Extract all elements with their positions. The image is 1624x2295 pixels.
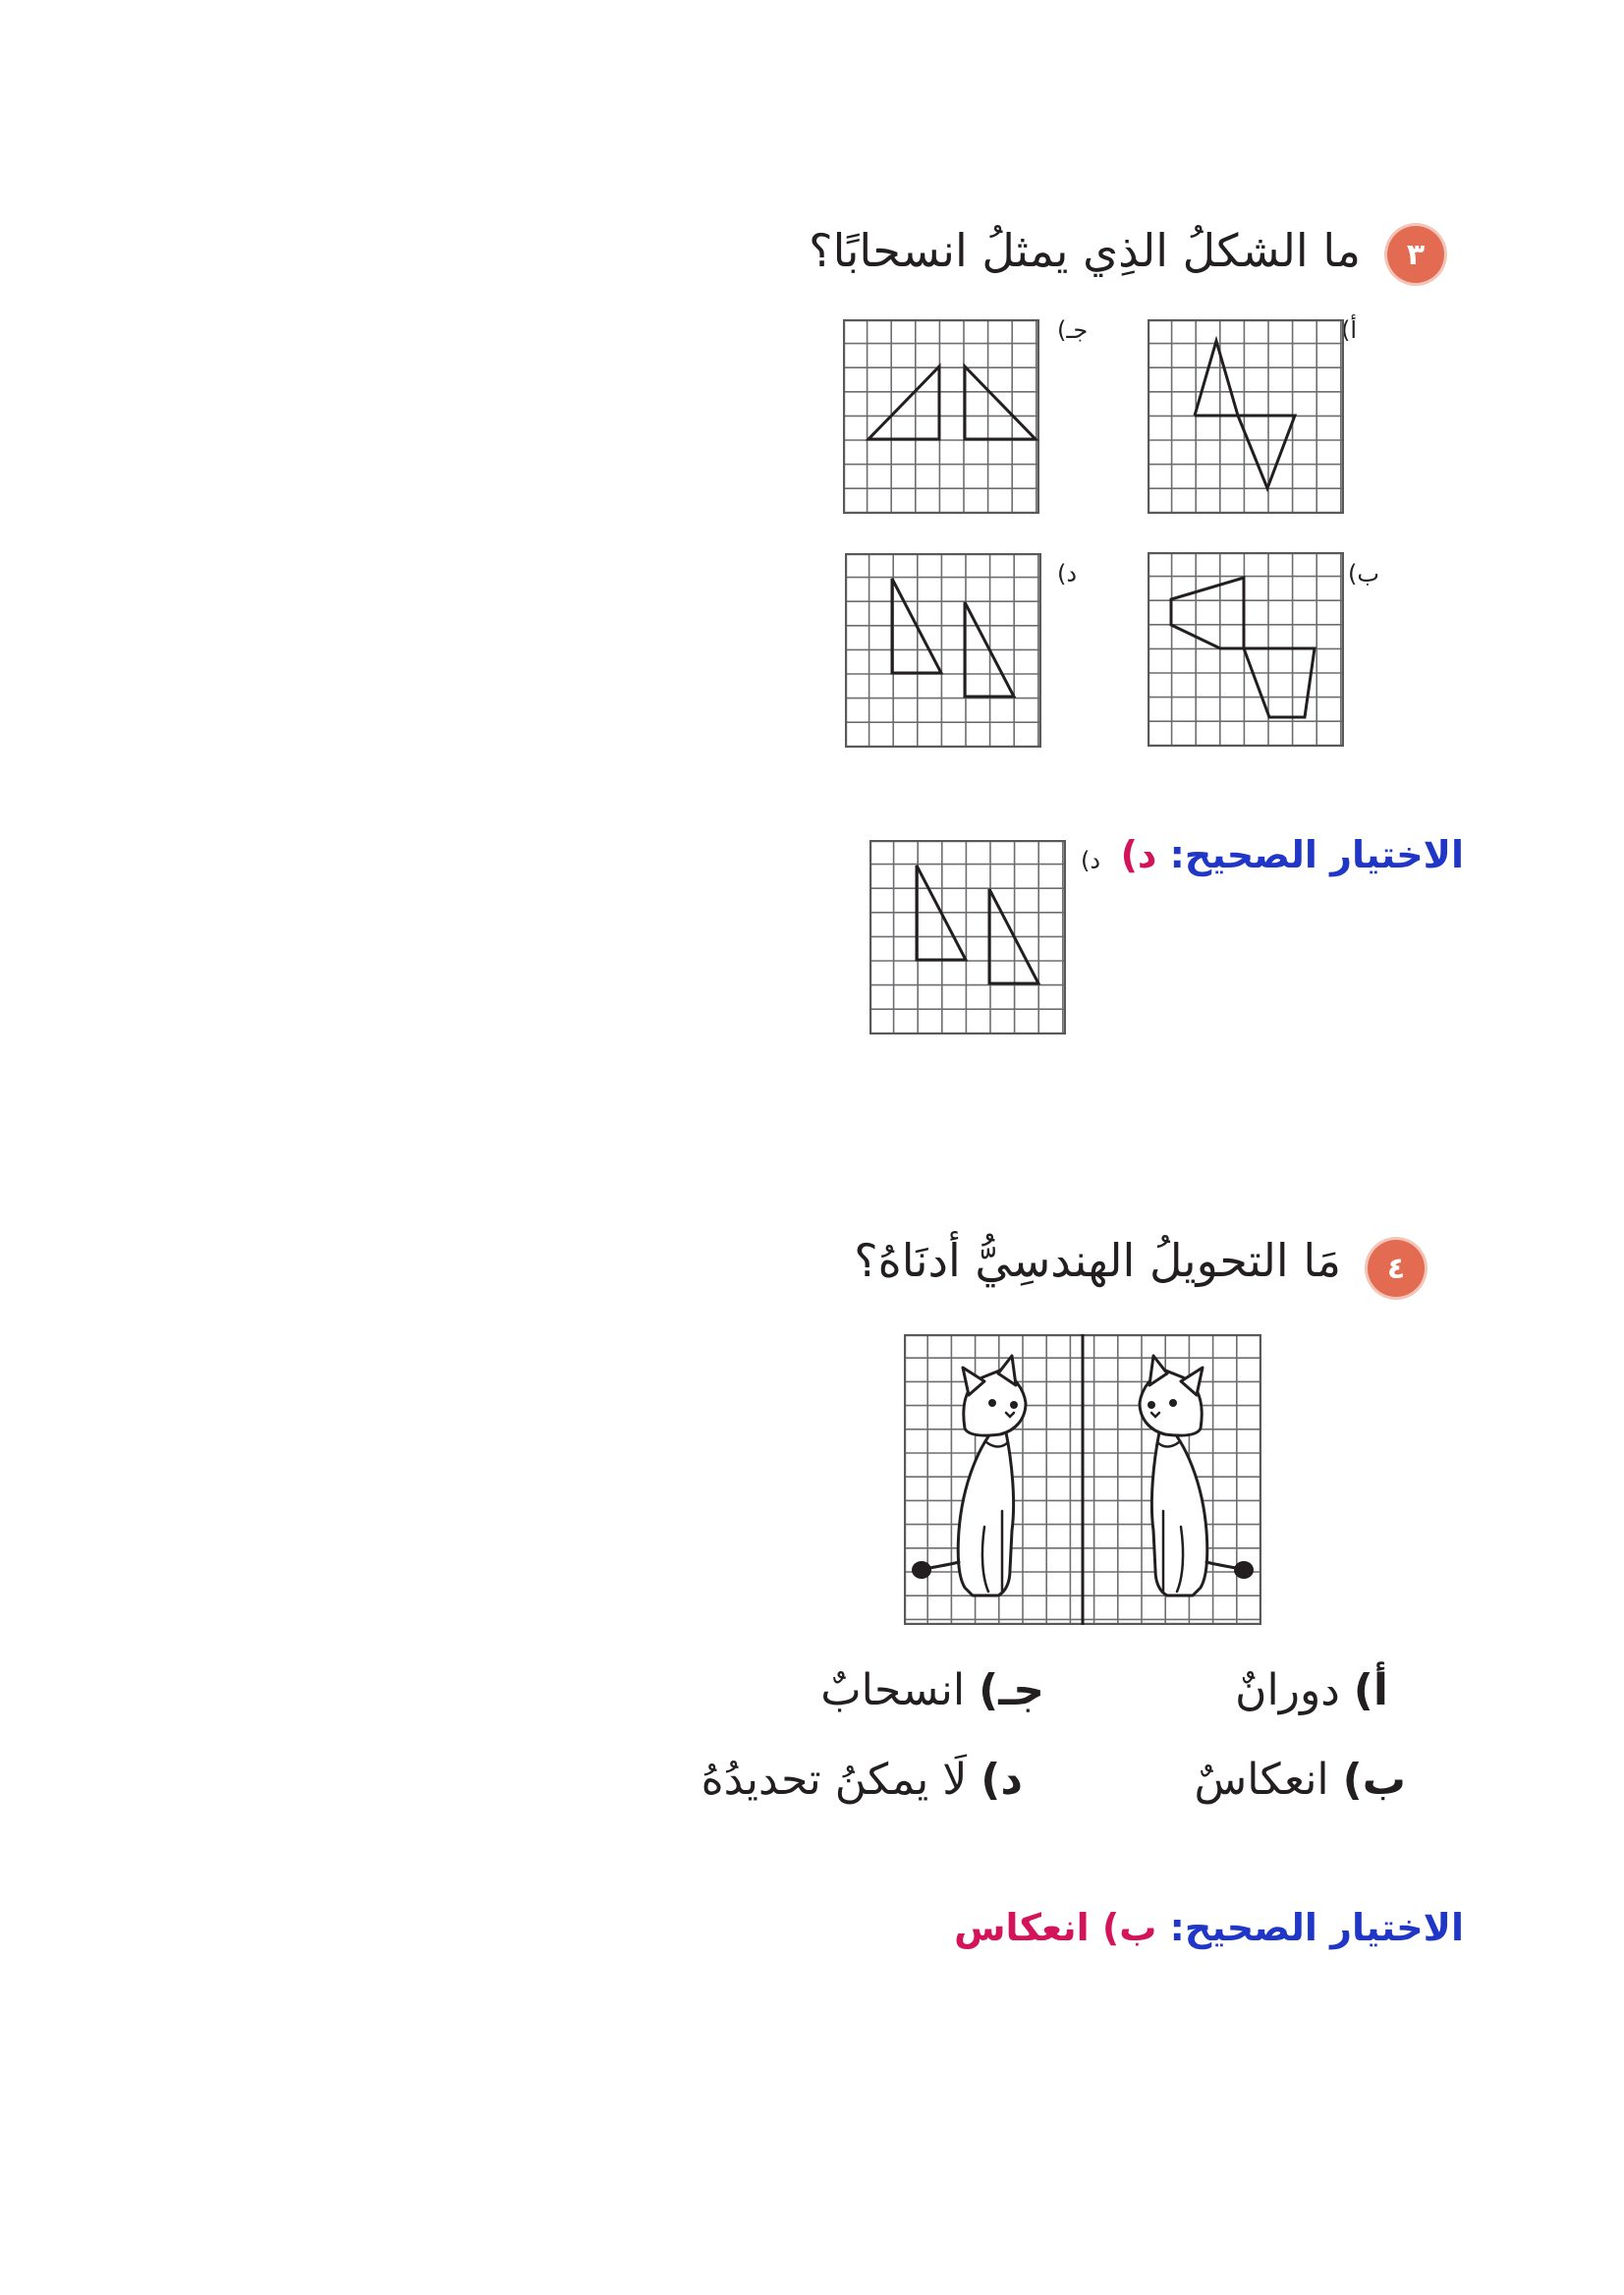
option-b-label: ب)	[1348, 560, 1379, 588]
answer-figure-label: د)	[1081, 847, 1101, 874]
option-a-label: أ)	[1341, 316, 1358, 344]
grid-mirrored-triangles-figure-icon[interactable]	[843, 319, 1039, 514]
choice-b-text: انعكاسٌ	[1194, 1755, 1329, 1805]
choice-a-letter: أ)	[1353, 1665, 1388, 1715]
choice-b[interactable]	[1195, 1755, 1406, 1805]
choice-b-letter: ب)	[1342, 1755, 1406, 1805]
answer-value: د)	[1120, 833, 1157, 876]
choice-d[interactable]	[701, 1755, 1023, 1805]
question-3-number: ٣	[1406, 237, 1426, 272]
question-3-text: ما الشكلُ الذِي يمثلُ انسحابًا؟	[809, 224, 1361, 277]
choice-a-text: دورانٌ	[1235, 1665, 1340, 1715]
right-triangle	[965, 366, 1036, 439]
choice-c-text: انسحابٌ	[820, 1665, 966, 1715]
choice-c[interactable]	[820, 1665, 1044, 1715]
answer-value: ب) انعكاس	[954, 1906, 1157, 1949]
choice-d-text: لَا يمكنُ تحديدُهُ	[700, 1755, 968, 1805]
option-d-label: د)	[1057, 560, 1078, 588]
choice-c-letter: جـ)	[979, 1665, 1044, 1715]
question-3-answer	[1121, 833, 1464, 876]
two-cats-reflection-grid-icon	[904, 1334, 1261, 1625]
left-cat	[912, 1356, 1026, 1595]
grid-zigzag-figure-icon[interactable]	[1148, 319, 1344, 514]
zigzag-shape	[1195, 341, 1238, 416]
answer-translated-triangles-figure-icon	[869, 840, 1066, 1035]
choice-d-letter: د)	[980, 1755, 1023, 1805]
answer-label: الاختيار الصحيح:	[1169, 833, 1464, 876]
option-c-label: جـ)	[1057, 316, 1089, 344]
zigzag-shape-lower	[1238, 416, 1295, 488]
question-4-text: مَا التحويلُ الهندسِيُّ أدنَاهُ؟	[854, 1234, 1341, 1287]
question-3-number-badge	[1387, 226, 1444, 283]
left-triangle	[868, 366, 939, 439]
answer-label: الاختيار الصحيح:	[1169, 1906, 1464, 1949]
lower-polygon	[1244, 648, 1315, 717]
choice-a[interactable]	[1235, 1665, 1388, 1715]
question-4-number-badge	[1368, 1240, 1425, 1297]
question-4-number: ٤	[1386, 1251, 1406, 1286]
grid-translated-triangles-figure-icon[interactable]	[845, 553, 1041, 748]
upper-polygon	[1171, 578, 1244, 648]
grid-reflected-polygon-figure-icon[interactable]	[1148, 552, 1344, 747]
question-4-answer	[954, 1906, 1464, 1949]
